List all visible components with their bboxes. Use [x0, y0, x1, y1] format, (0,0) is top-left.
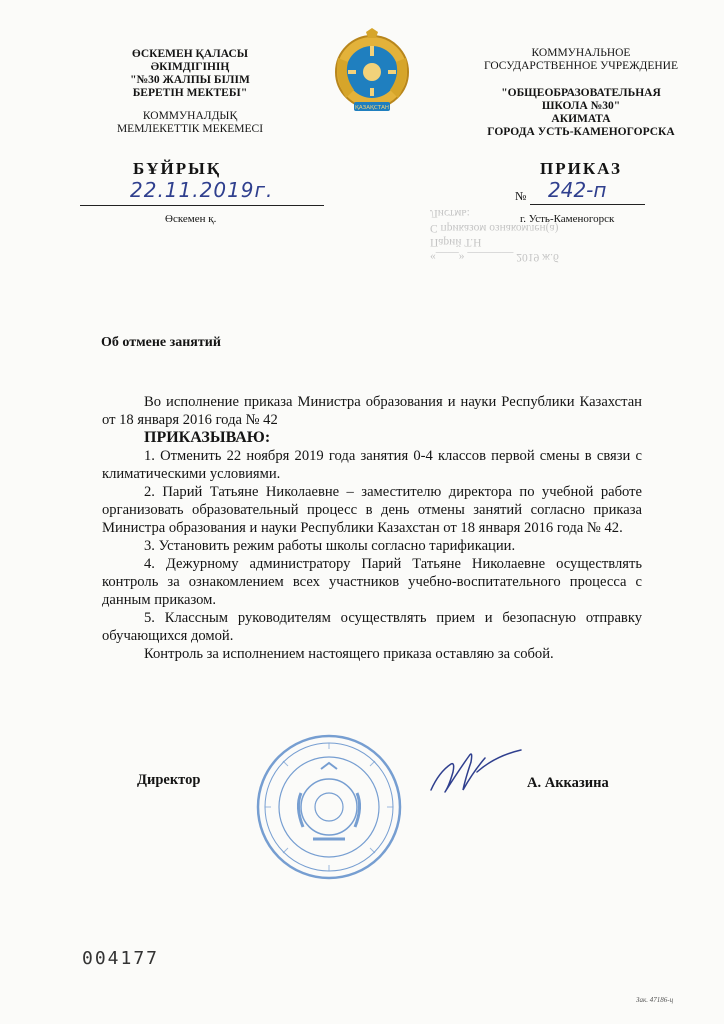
body-item-2: 2. Парий Татьяне Николаевне – заместителю директора по учебной работе организовать образовательный процесс в день отмены занятий согласно приказа Министра образования и науки Республики Казахстан от 18 января 2016 года № 42. [102, 484, 642, 536]
ghost-line-4: «____» ________ 2019 ж.б [430, 251, 559, 263]
org-name-ru-bold-line3: АКИМАТА [551, 113, 611, 125]
order-number-label: № [515, 189, 527, 203]
org-name-ru-line1: КОММУНАЛЬНОЕ [531, 47, 631, 59]
print-order-footer: Зак. 47186-ц [636, 996, 674, 1004]
org-name-ru-bold-line4: ГОРОДА УСТЬ-КАМЕНОГОРСКА [487, 126, 675, 138]
date-underline [80, 205, 324, 206]
org-name-ru-bold-line2: ШКОЛА №30" [541, 100, 621, 112]
state-emblem-icon [330, 28, 414, 118]
document-serial-number: 004177 [82, 948, 160, 969]
header-left-kazakh [90, 48, 290, 136]
official-seal-icon [255, 733, 403, 881]
body-closing: Контроль за исполнением настоящего приказа оставляю за собой. [144, 646, 554, 662]
org-name-kz-line2: ӘКІМДІГІНІҢ [150, 61, 230, 73]
city-ru: г. Усть-Каменогорск [520, 213, 615, 225]
order-body [102, 393, 642, 663]
bleed-through-text [430, 206, 650, 264]
body-item-1: 1. Отменить 22 ноября 2019 года занятия 0-4 классов первой смены в связи с климатическими условиями. [102, 448, 642, 482]
org-type-kz [90, 110, 290, 136]
emblem-text: ҚАЗАҚСТАН [355, 105, 389, 111]
org-name-ru-bold [476, 87, 686, 139]
body-item-5: 5. Классным руководителям осуществлять прием и безопасную отправку обучающихся домой. [102, 610, 642, 644]
body-item-4: 4. Дежурному администратору Парий Татьяне Николаевне осуществлять контроль за ознакомлением всех участников учебно-воспитательного процесса с данным приказом. [102, 556, 642, 608]
handwritten-order-number: 242-п [548, 178, 607, 202]
org-type-kz-line1: КОММУНАЛДЫҚ [142, 110, 238, 122]
handwritten-date: 22.11.2019г. [130, 178, 274, 202]
number-underline [530, 204, 645, 205]
body-command: ПРИКАЗЫВАЮ: [144, 429, 271, 446]
ghost-line-2: С приказом ознакомлен(а) [430, 222, 559, 234]
signatory-role: Директор [137, 772, 201, 788]
handwritten-signature [425, 742, 525, 802]
org-type-kz-line2: МЕМЛЕКЕТТІК МЕКЕМЕСІ [116, 123, 264, 135]
body-item-3: 3. Установить режим работы школы согласно тарификации. [144, 538, 516, 554]
org-name-kz-line3: "№30 ЖАЛПЫ БІЛІМ [130, 74, 250, 86]
org-name-ru-bold-line1: "ОБЩЕОБРАЗОВАТЕЛЬНАЯ [501, 87, 661, 99]
city-kz: Өскемен қ. [165, 213, 217, 225]
org-name-kz-line4: БЕРЕТІН МЕКТЕБІ" [132, 87, 248, 99]
order-title-kz: БҰЙРЫҚ [133, 159, 222, 178]
order-title-ru: ПРИКАЗ [540, 159, 622, 178]
header-right-russian [476, 47, 686, 139]
body-intro: Во исполнение приказа Министра образования и науки Республики Казахстан от 18 января 2016 года № 42 [102, 394, 642, 428]
order-subject: Об отмене занятий [101, 335, 221, 350]
org-name-kz-line1: ӨСКЕМЕН ҚАЛАСЫ [131, 48, 249, 60]
ghost-line-3: Парий Т.Н [430, 236, 482, 249]
org-name-ru-line2: ГОСУДАРСТВЕННОЕ УЧРЕЖДЕНИЕ [483, 60, 679, 72]
ghost-line-1: Листмь: [430, 207, 470, 220]
signatory-name: А. Акказина [527, 775, 609, 791]
